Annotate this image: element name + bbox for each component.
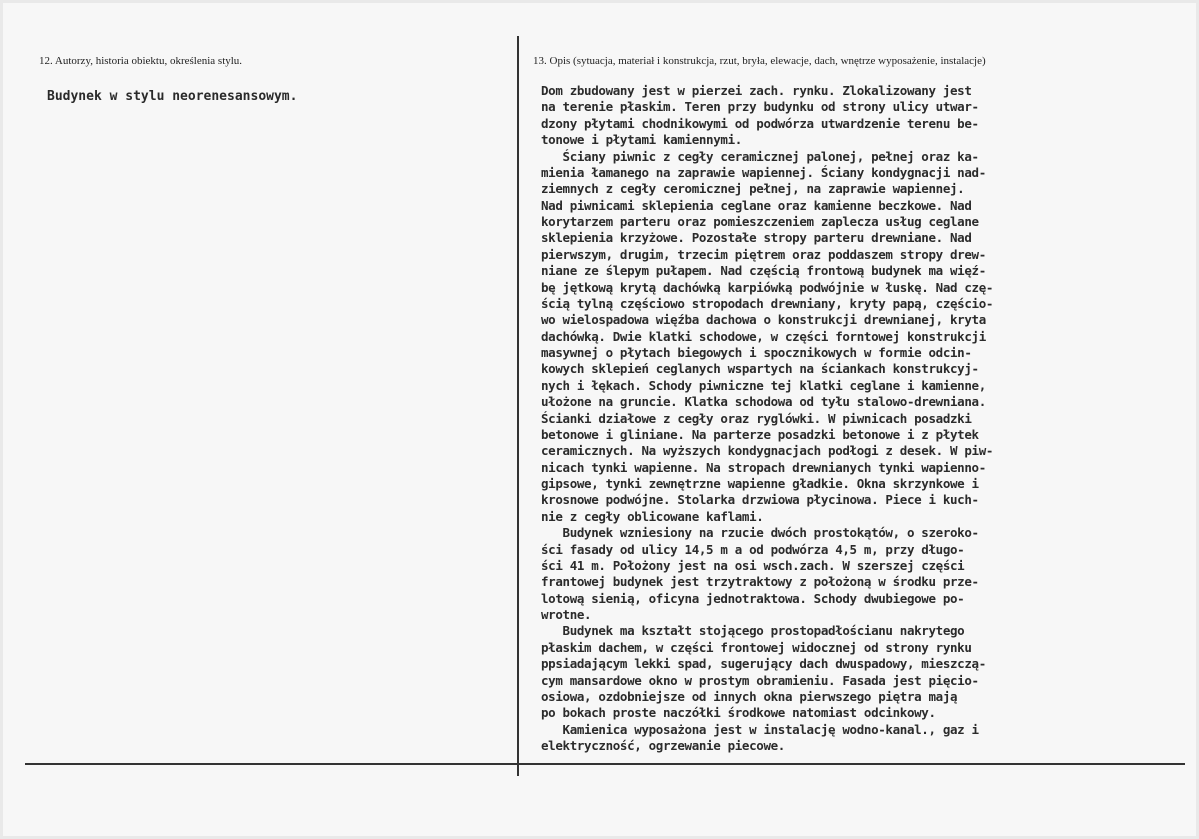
description-line: Kamienica wyposażona jest w instalację wodno-kanal., gaz i [541,721,979,737]
description-line: wo wielospadowa więźba dachowa o konstrukcji drewnianej, kryta [541,312,986,328]
description-line: dachówką. Dwie klatki schodowe, w części forntowej konstrukcji [541,328,986,344]
description-line: sklepienia krzyżowe. Pozostałe stropy parteru drewniane. Nad [541,230,972,246]
description-line: elektryczność, ogrzewanie piecowe. [541,738,785,753]
description-line: wrotne. [541,607,592,622]
description-line: Budynek wzniesiony na rzucie dwóch prostokątów, o szeroko- [541,525,979,541]
description-line: osiowa, ozdobniejsze od innych okna pierwszego piętra mają [541,688,958,704]
description-line: frantowej budynek jest trzytraktowy z położoną w środku prze- [541,574,979,590]
description-line: ści fasady od ulicy 14,5 m a od podwórza 4,5 m, przy długo- [541,541,965,557]
document-card [3,3,1196,836]
description-line: dzony płytami chodnikowymi od podwórza utwardzenie terenu be- [541,115,979,131]
description-line: Budynek ma kształt stojącego prostopadłościanu nakrytego [541,623,965,639]
description-line: cym mansardowe okno w prostym obramieniu. Fasada jest pięcio- [541,672,979,688]
description-line: masywnej o płytach biegowych i spocznikowych w formie odcin- [541,345,972,360]
description-line: ścią tylną częściowo stropodach drewniany, kryty papą, częścio- [541,295,994,311]
description-line: niane ze ślepym pułapem. Nad częścią frontową budynek ma więź- [541,263,986,279]
section-12-heading: 12. Autorzy, historia obiektu, określenia stylu. [39,55,243,67]
description-line: nych i łękach. Schody piwniczne tej klatki ceglane i kamienne, [541,377,986,393]
description-line: ziemnych z cegły ceromicznej pełnej, na zaprawie wapiennej. [541,181,965,197]
description-line: ułożone na gruncie. Klatka schodowa od tyłu stalowo-drewniana. [541,394,986,410]
description-line: ści 41 m. Położony jest na osi wsch.zach. W szerszej części [541,557,965,573]
description-line: Ściany piwnic z cegły ceramicznej palonej, pełnej oraz ka- [541,148,979,164]
description-line: korytarzem parteru oraz pomieszczeniem zaplecza usług ceglane [541,214,979,229]
description-line: płaskim dachem, w części frontowej widocznej od strony rynku [541,639,972,655]
description-line: ppsiadającym lekki spad, sugerujący dach dwuspadowy, mieszczą- [541,656,986,672]
description-line: nicach tynki wapienne. Na stropach drewnianych tynki wapienno- [541,459,986,475]
description-line: tonowe i płytami kamiennymi. [541,132,742,148]
description-line: krosnowe podwójne. Stolarka drzwiowa płycinowa. Piece i kuch- [541,492,979,508]
description-line: ceramicznych. Na wyższych kondygnacjach podłogi z desek. W piw- [541,443,994,459]
description-line: po bokach proste naczółki środkowe natomiast odcinkowy. [541,705,936,721]
description-line: nie z cegły oblicowane kaflami. [541,508,764,524]
section-13-heading: 13. Opis (sytuacja, materiał i konstrukcja, rzut, bryła, elewacje, dach, wnętrze wyposażenie, instalacje) [533,55,986,67]
description-line: na terenie płaskim. Teren przy budynku od strony ulicy utwar- [541,99,979,115]
column-divider [517,36,519,776]
description-line: Dom zbudowany jest w pierzei zach. rynku. Zlokalizowany jest [541,83,972,98]
description-line: lotową sienią, oficyna jednotraktowa. Schody dwubiegowe po- [541,590,965,606]
bottom-rule [25,763,1185,765]
description-line: bę jętkową krytą dachówką karpiówką podwójnie w łuskę. Nad czę- [541,279,994,295]
description-body [541,83,1191,754]
description-line: Ścianki działowe z cegły oraz ryglówki. W piwnicach posadzki [541,410,972,426]
description-line: pierwszym, drugim, trzecim piętrem oraz poddaszem stropy drew- [541,246,986,262]
description-line: mienia łamanego na zaprawie wapiennej. Ściany kondygnacji nad- [541,164,986,180]
description-line: kowych sklepień ceglanych wspartych na ściankach konstrukcyj- [541,361,979,377]
description-line: gipsowe, tynki zewnętrzne wapienne gładkie. Okna skrzynkowe i [541,476,979,491]
style-description: Budynek w stylu neorenesansowym. [47,89,298,104]
description-line: Nad piwnicami sklepienia ceglane oraz kamienne beczkowe. Nad [541,197,972,213]
description-line: betonowe i gliniane. Na parterze posadzki betonowe i z płytek [541,426,979,442]
